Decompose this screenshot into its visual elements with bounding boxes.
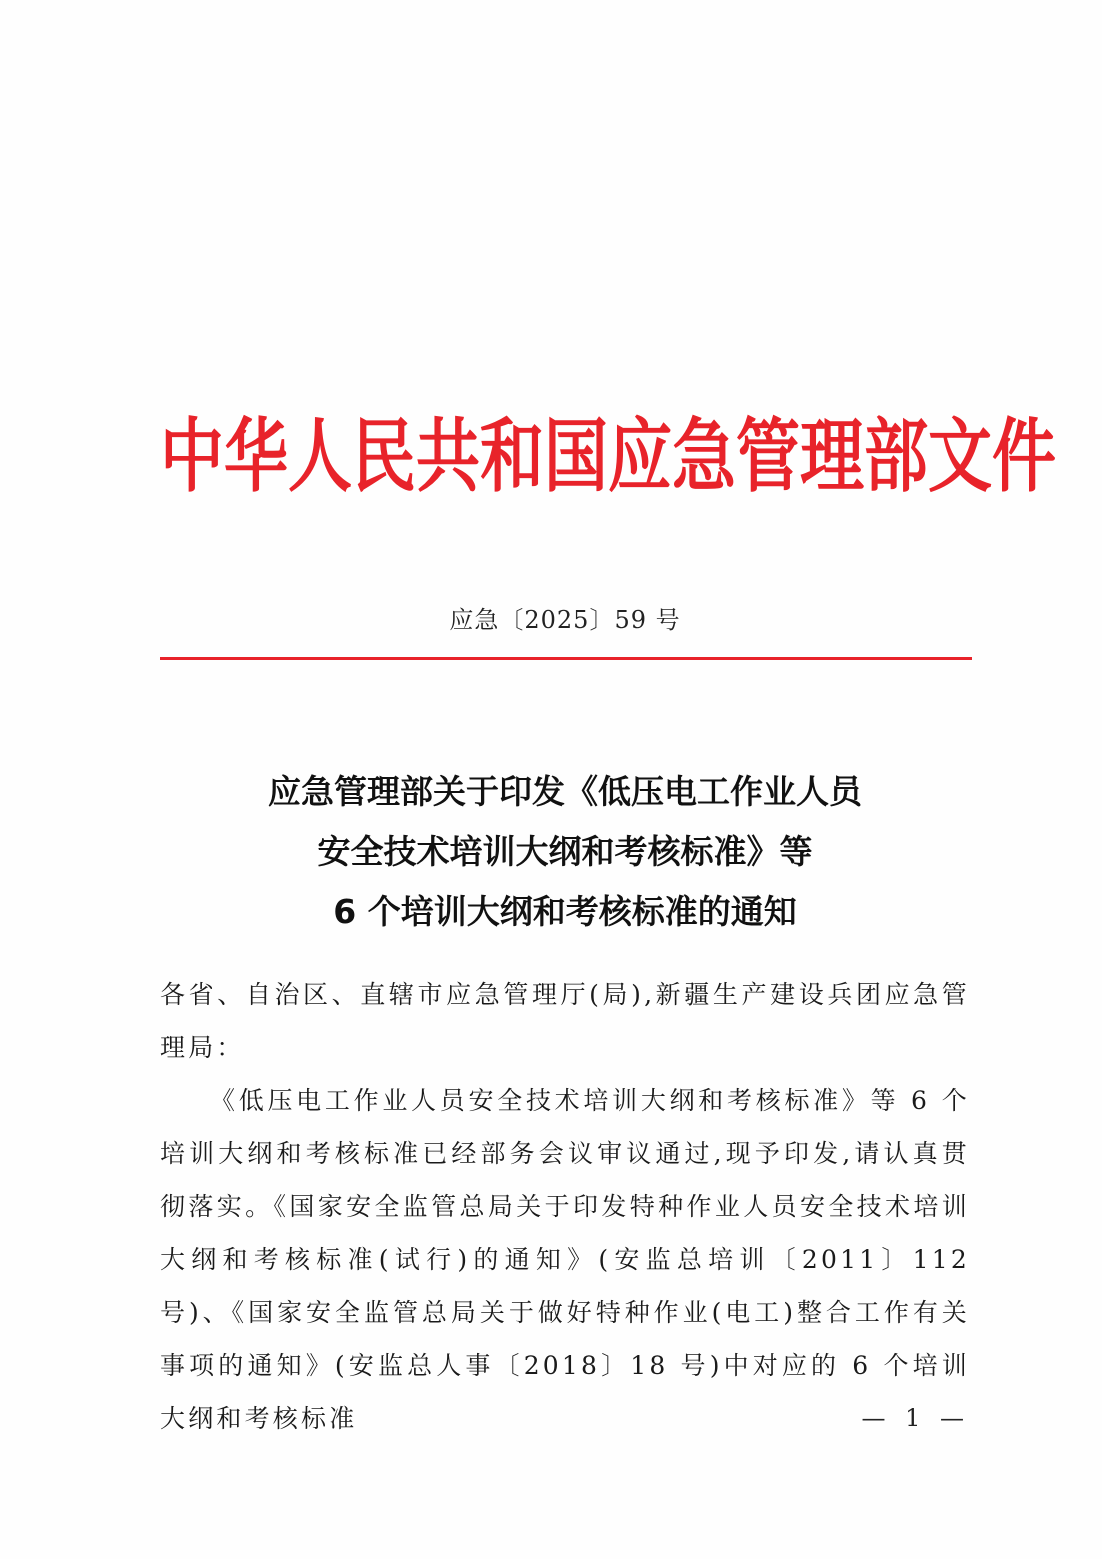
title-line-3: 6 个培训大纲和考核标准的通知 [333, 892, 797, 931]
title-line-2: 安全技术培训大纲和考核标准》等 [317, 832, 813, 871]
title-line-1: 应急管理部关于印发《低压电工作业人员 [268, 772, 862, 811]
document-body [160, 968, 970, 1445]
addressee-paragraph: 各省、自治区、直辖市应急管理厅(局),新疆生产建设兵团应急管理局： [160, 980, 970, 1062]
page-number: — 1 — [861, 1404, 970, 1432]
body-paragraph: 《低压电工作业人员安全技术培训大纲和考核标准》等 6 个培训大纲和考核标准已经部务会议审议通过,现予印发,请认真贯彻落实。《国家安全监管总局关于印发特种作业人员安全技术培训大纲和考核标准(试行)的通知》(安监总培训〔2011〕112 号)、《国家安全监管总局关于做好特种作业(电工)整合工作有关事项的通知》(安监总人事〔2018〕18 号)中对应的 6 个培训大纲和考核标准 [160, 1086, 970, 1433]
document-masthead: 中华人民共和国应急管理部文件 [160, 411, 1056, 504]
red-divider-rule [160, 657, 972, 660]
document-number: 应急〔2025〕59 号 [449, 606, 681, 634]
document-title [160, 762, 970, 942]
